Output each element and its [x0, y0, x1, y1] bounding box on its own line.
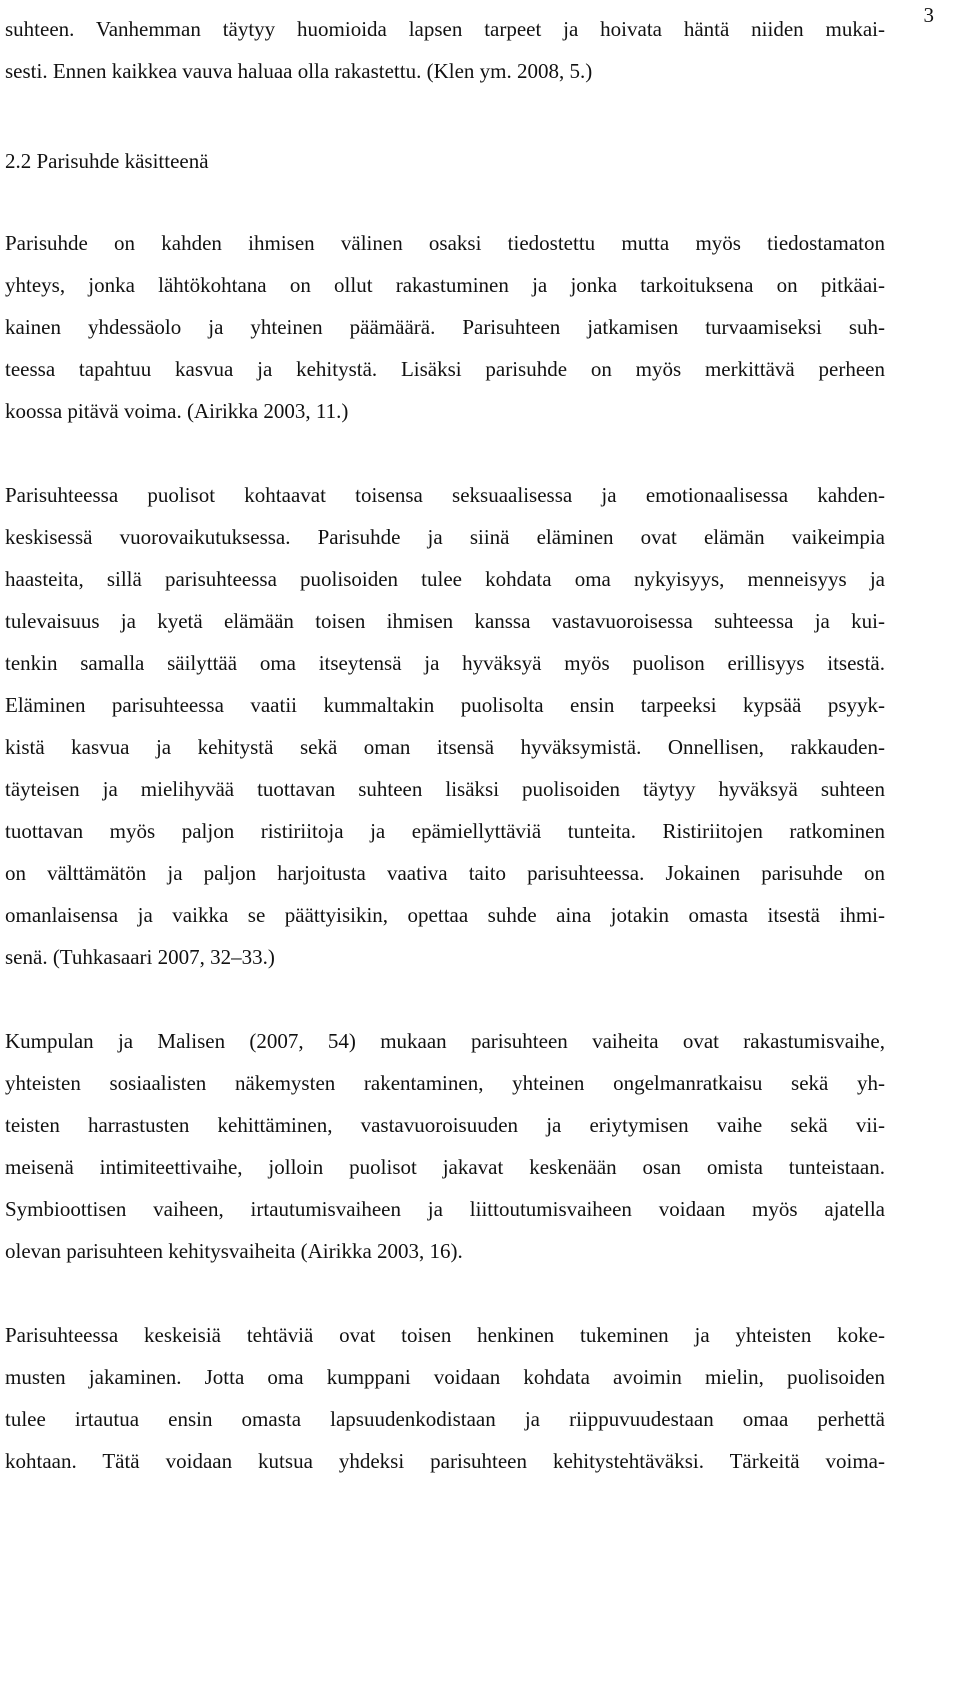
paragraph-line: Parisuhteessa puolisot kohtaavat toisensa seksuaalisessa ja emotionaalisessa kahden-	[5, 483, 885, 507]
paragraph-line: Eläminen parisuhteessa vaatii kummaltakin puolisolta ensin tarpeeksi kypsää psyyk-	[5, 693, 885, 717]
paragraph-line: yhteisten sosiaalisten näkemysten rakentaminen, yhteinen ongelmanratkaisu sekä yh-	[5, 1071, 885, 1095]
paragraph-line: koossa pitävä voima. (Airikka 2003, 11.)	[5, 399, 349, 423]
paragraph-line: tulevaisuus ja kyetä elämään toisen ihmisen kanssa vastavuoroisessa suhteessa ja kui-	[5, 609, 885, 633]
paragraph-line: suhteen. Vanhemman täytyy huomioida lapsen tarpeet ja hoivata häntä niiden mukai-	[5, 17, 885, 41]
paragraph-3	[5, 474, 885, 978]
paragraph-line: omanlaisensa ja vaikka se päättyisikin, opettaa suhde aina jotakin omasta itsestä ihmi-	[5, 903, 885, 927]
paragraph-line: teisten harrastusten kehittäminen, vastavuoroisuuden ja eriytymisen vaihe sekä vii-	[5, 1113, 885, 1137]
document-page	[5, 0, 885, 1482]
paragraph-line: Kumpulan ja Malisen (2007, 54) mukaan parisuhteen vaiheita ovat rakastumisvaihe,	[5, 1029, 885, 1053]
paragraph-5	[5, 1314, 885, 1482]
paragraph-line: Parisuhteessa keskeisiä tehtäviä ovat toisen henkinen tukeminen ja yhteisten koke-	[5, 1323, 885, 1347]
paragraph-gap	[5, 182, 885, 222]
paragraph-line: kainen yhdessäolo ja yhteinen päämäärä. Parisuhteen jatkamisen turvaamiseksi suh-	[5, 315, 885, 339]
paragraph-line: senä. (Tuhkasaari 2007, 32–33.)	[5, 945, 275, 969]
paragraph-line: teessa tapahtuu kasvua ja kehitystä. Lisäksi parisuhde on myös merkittävä perheen	[5, 357, 885, 381]
paragraph-line: musten jakaminen. Jotta oma kumppani voidaan kohdata avoimin mielin, puolisoiden	[5, 1365, 885, 1389]
paragraph-1	[5, 8, 885, 92]
paragraph-gap	[5, 92, 885, 140]
paragraph-line: olevan parisuhteen kehitysvaiheita (Airikka 2003, 16).	[5, 1239, 463, 1263]
paragraph-line: meisenä intimiteettivaihe, jolloin puolisot jakavat keskenään osan omista tunteistaan.	[5, 1155, 885, 1179]
paragraph-line: täyteisen ja mielihyvää tuottavan suhteen lisäksi puolisoiden täytyy hyväksyä suhteen	[5, 777, 885, 801]
paragraph-line: Symbioottisen vaiheen, irtautumisvaiheen ja liittoutumisvaiheen voidaan myös ajatella	[5, 1197, 885, 1221]
page-number: 3	[923, 3, 934, 27]
paragraph-line: Parisuhde on kahden ihmisen välinen osaksi tiedostettu mutta myös tiedostamaton	[5, 231, 885, 255]
paragraph-line: kohtaan. Tätä voidaan kutsua yhdeksi parisuhteen kehitystehtäväksi. Tärkeitä voima-	[5, 1449, 885, 1473]
paragraph-4	[5, 1020, 885, 1272]
paragraph-line: tenkin samalla säilyttää oma itseytensä ja hyväksyä myös puolison erillisyys itsestä.	[5, 651, 885, 675]
paragraph-line: haasteita, sillä parisuhteessa puolisoiden tulee kohdata oma nykyisyys, menneisyys ja	[5, 567, 885, 591]
paragraph-line: kistä kasvua ja kehitystä sekä oman itsensä hyväksymistä. Onnellisen, rakkauden-	[5, 735, 885, 759]
paragraph-line: sesti. Ennen kaikkea vauva haluaa olla rakastettu. (Klen ym. 2008, 5.)	[5, 59, 593, 83]
paragraph-line: keskisessä vuorovaikutuksessa. Parisuhde ja siinä eläminen ovat elämän vaikeimpia	[5, 525, 885, 549]
paragraph-gap	[5, 1272, 885, 1314]
section-heading: 2.2 Parisuhde käsitteenä	[5, 149, 209, 173]
paragraph-2	[5, 222, 885, 432]
paragraph-gap	[5, 978, 885, 1020]
paragraph-gap	[5, 432, 885, 474]
paragraph-line: tuottavan myös paljon ristiriitoja ja epämiellyttäviä tunteita. Ristiriitojen ratkominen	[5, 819, 885, 843]
paragraph-line: yhteys, jonka lähtökohtana on ollut rakastuminen ja jonka tarkoituksena on pitkäai-	[5, 273, 885, 297]
paragraph-line: tulee irtautua ensin omasta lapsuudenkodistaan ja riippuvuudestaan omaa perhettä	[5, 1407, 885, 1431]
paragraph-line: on välttämätön ja paljon harjoitusta vaativa taito parisuhteessa. Jokainen parisuhde on	[5, 861, 885, 885]
